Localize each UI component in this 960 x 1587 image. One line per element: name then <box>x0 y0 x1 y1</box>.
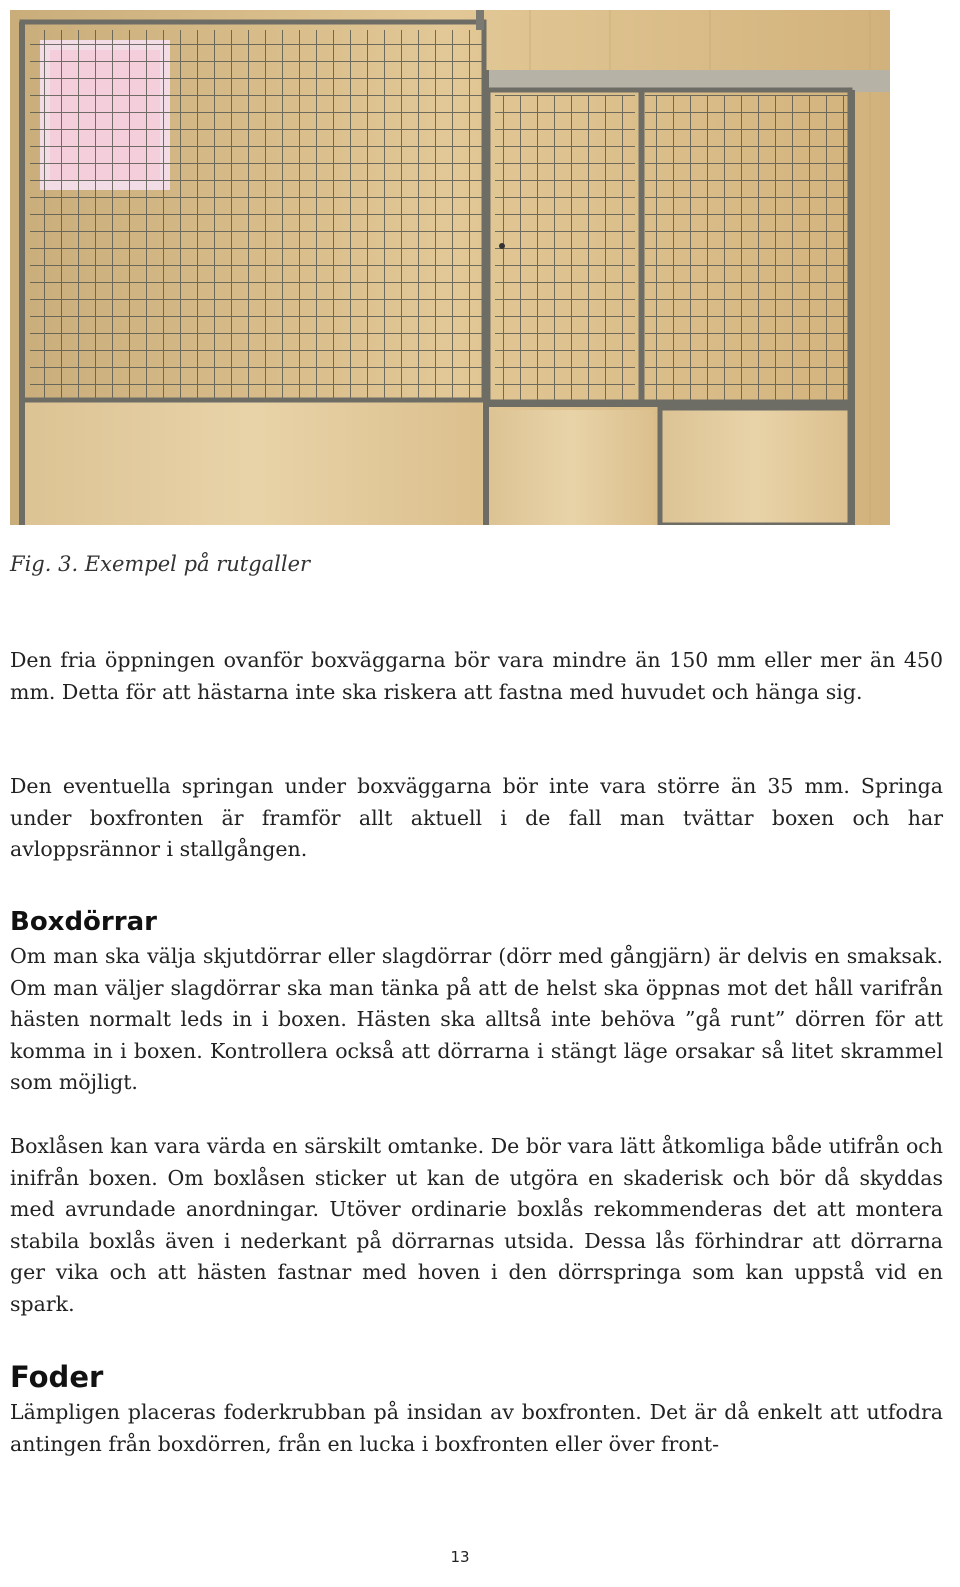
paragraph-opening-height: Den fria öppningen ovanför boxväggarna bör vara mindre än 150 mm eller mer än 450 mm. Detta för att hästarna inte ska riskera att fastna med huvudet och hänga sig. <box>10 648 943 704</box>
paragraph-door-types: Om man ska välja skjutdörrar eller slagdörrar (dörr med gångjärn) är delvis en smaksak. Om man väljer slagdörrar ska man tänka på att de helst ska öppnas mot det håll varifrån hästen normalt leds in i boxen. Hästen ska alltså inte behöva ”gå runt” dörren för att komma in i boxen. Kontrollera också att dörrarna i stängt läge orsakar så litet skrammel som möjligt. <box>10 944 943 1094</box>
paragraph-box-locks: Boxlåsen kan vara värda en särskilt omtanke. De bör vara lätt åtkomliga både utifrån och inifrån boxen. Om boxlåsen sticker ut kan de utgöra en skaderisk och bör då skyddas med avrundade anordningar. Utöver ordinarie boxlås rekommenderas det att montera stabila boxlås även i nederkant på dörrarnas utsida. Dessa lås förhindrar att dörrarna ger vika och att hästen fastnar med hoven i den dörrspringa som kan uppstå vid en spark. <box>10 1134 943 1316</box>
section-heading-boxdorrar: Boxdörrar <box>10 907 157 937</box>
figure-caption: Fig. 3. Exempel på rutgaller <box>10 552 311 576</box>
paragraph-feed-trough: Lämpligen placeras foderkrubban på insidan av boxfronten. Det är då enkelt att utfodra antingen från boxdörren, från en lucka i boxfronten eller över front- <box>10 1400 943 1456</box>
section-heading-foder: Foder <box>10 1360 104 1394</box>
stall-grille-photo <box>10 10 890 525</box>
page-number: 13 <box>450 1548 470 1566</box>
paragraph-gap-under-walls: Den eventuella springan under boxväggarna bör inte vara större än 35 mm. Springa under boxfronten är framför allt aktuell i de fall man tvättar boxen och har avloppsrännor i stallgången. <box>10 774 943 861</box>
